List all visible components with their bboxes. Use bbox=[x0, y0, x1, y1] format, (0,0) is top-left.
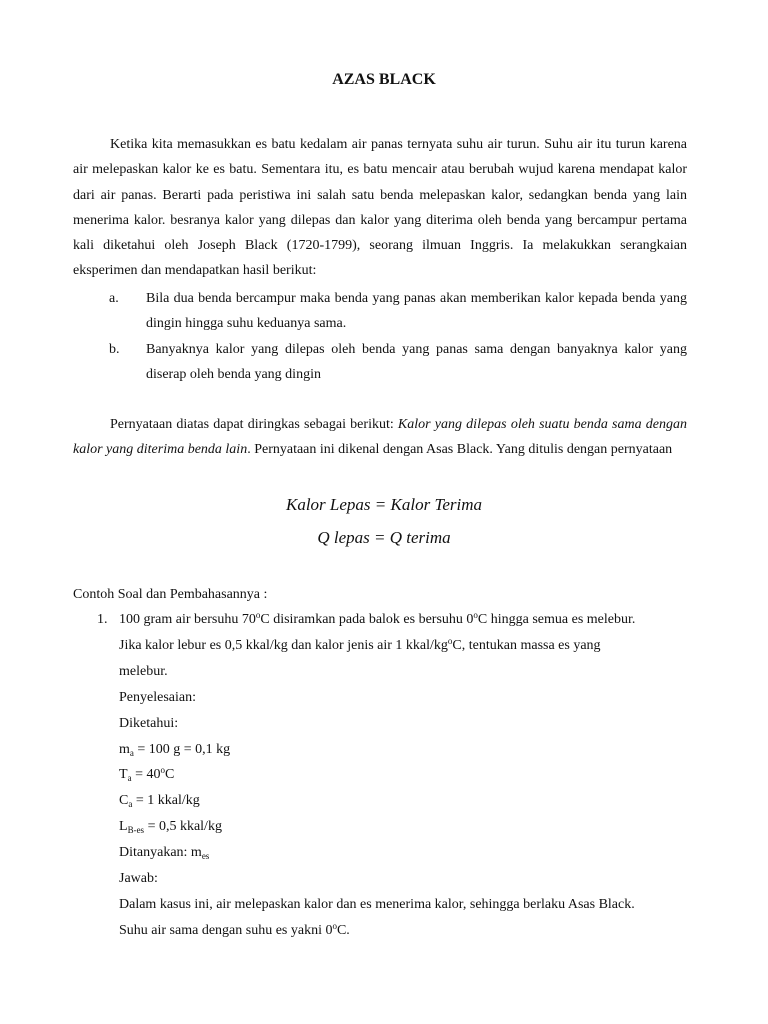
value: = 100 g = 0,1 kg bbox=[133, 741, 231, 757]
question-text: Jika kalor lebur es 0,5 kkal/kg dan kalor jenis air 1 kkal/kg bbox=[119, 637, 448, 653]
formula-words: Kalor Lepas = Kalor Terima bbox=[286, 495, 482, 514]
subscript: es bbox=[201, 851, 210, 862]
degree-sup: o bbox=[473, 610, 478, 620]
answer-line bbox=[119, 918, 687, 944]
question-body bbox=[119, 607, 687, 944]
value: = 40 bbox=[131, 767, 161, 783]
question-number: 1. bbox=[97, 612, 108, 627]
summary-tail: . Pernyataan ini dikenal dengan Asas Black. Yang ditulis dengan pernyataan bbox=[247, 442, 673, 458]
question-text: C, tentukan massa es yang bbox=[452, 637, 601, 653]
answer-line: Dalam kasus ini, air melepaskan kalor dan es menerima kalor, sehingga berlaku Asas Black. bbox=[119, 896, 635, 912]
value: = 1 kkal/kg bbox=[132, 793, 200, 809]
question-line bbox=[119, 633, 687, 659]
value: = 0,5 kkal/kg bbox=[144, 819, 222, 835]
question-text: C hingga semua es melebur. bbox=[477, 612, 636, 627]
symbol: L bbox=[119, 819, 128, 835]
known-specific-heat bbox=[119, 788, 687, 814]
list-item bbox=[73, 337, 687, 388]
question-line bbox=[119, 607, 687, 633]
summary-italic: Kalor yang dilepas oleh suatu benda sama dengan kalor yang diterima benda lain bbox=[73, 417, 687, 458]
degree-sup: o bbox=[255, 610, 261, 620]
degree-sup: o bbox=[447, 635, 453, 646]
answer-text: Suhu air sama dengan suhu es yakni 0 bbox=[119, 922, 333, 938]
symbol: T bbox=[119, 767, 128, 783]
known-temperature bbox=[119, 762, 687, 788]
list-item-text: Banyaknya kalor yang dilepas oleh benda yang panas sama dengan banyaknya kalor yang diserap oleh benda yang dingin bbox=[146, 341, 687, 382]
intro-paragraph: Ketika kita memasukkan es batu kedalam air panas ternyata suhu air turun. Suhu air itu turun karena air melepaskan kalor ke es batu. Sementara itu, es batu mencair atau berubah wujud karena mendapat kalor dari air panas. Berarti pada peristiwa ini salah satu benda melepaskan kalor, sedangkan benda yang lain menerima kalor. besranya kalor yang dilepas dan kalor yang diterima oleh benda yang bercampur pertama kali diketahui oleh Joseph Black (1720-1799), seorang ilmuan Inggris. Ia melakukkan serangkaian eksperimen dan mendapatkan hasil berikut: bbox=[73, 137, 687, 279]
list-marker: a. bbox=[109, 291, 119, 306]
answer-text: C. bbox=[336, 922, 350, 938]
list-marker: b. bbox=[109, 341, 120, 357]
findings-list bbox=[73, 286, 687, 387]
summary-lead: Pernyataan diatas dapat diringkas sebagai berikut: bbox=[110, 417, 398, 432]
degree-sup: o bbox=[160, 765, 165, 776]
subscript: a bbox=[128, 799, 133, 810]
question-line: melebur. bbox=[119, 663, 168, 679]
degree-sup: o bbox=[332, 920, 337, 931]
known-label: Diketahui: bbox=[119, 715, 179, 731]
example-question-1 bbox=[73, 607, 687, 944]
symbol: C bbox=[119, 793, 129, 809]
asked-label: Ditanyakan: m bbox=[119, 845, 202, 861]
unit: C bbox=[164, 767, 175, 783]
known-mass bbox=[119, 737, 687, 763]
subscript: a bbox=[129, 747, 134, 758]
list-item-text: Bila dua benda bercampur maka benda yang panas akan memberikan kalor kepada benda yang dingin hingga suhu keduanya sama. bbox=[146, 291, 687, 332]
list-item bbox=[73, 286, 687, 337]
known-latent-heat bbox=[119, 814, 687, 840]
subscript: B-es bbox=[127, 825, 145, 836]
asked-line bbox=[119, 840, 687, 866]
summary-paragraph bbox=[73, 412, 687, 463]
solution-label: Penyelesaian: bbox=[119, 689, 196, 705]
page-title: AZAS BLACK bbox=[332, 71, 436, 88]
question-text: 100 gram air bersuhu 70 bbox=[119, 612, 256, 627]
answer-label: Jawab: bbox=[119, 871, 158, 887]
symbol: m bbox=[119, 741, 130, 757]
formula-symbols: Q lepas = Q terima bbox=[317, 528, 451, 547]
question-text: C disiramkan pada balok es bersuhu 0 bbox=[260, 612, 474, 627]
examples-heading: Contoh Soal dan Pembahasannya : bbox=[73, 587, 268, 602]
subscript: a bbox=[127, 773, 132, 784]
